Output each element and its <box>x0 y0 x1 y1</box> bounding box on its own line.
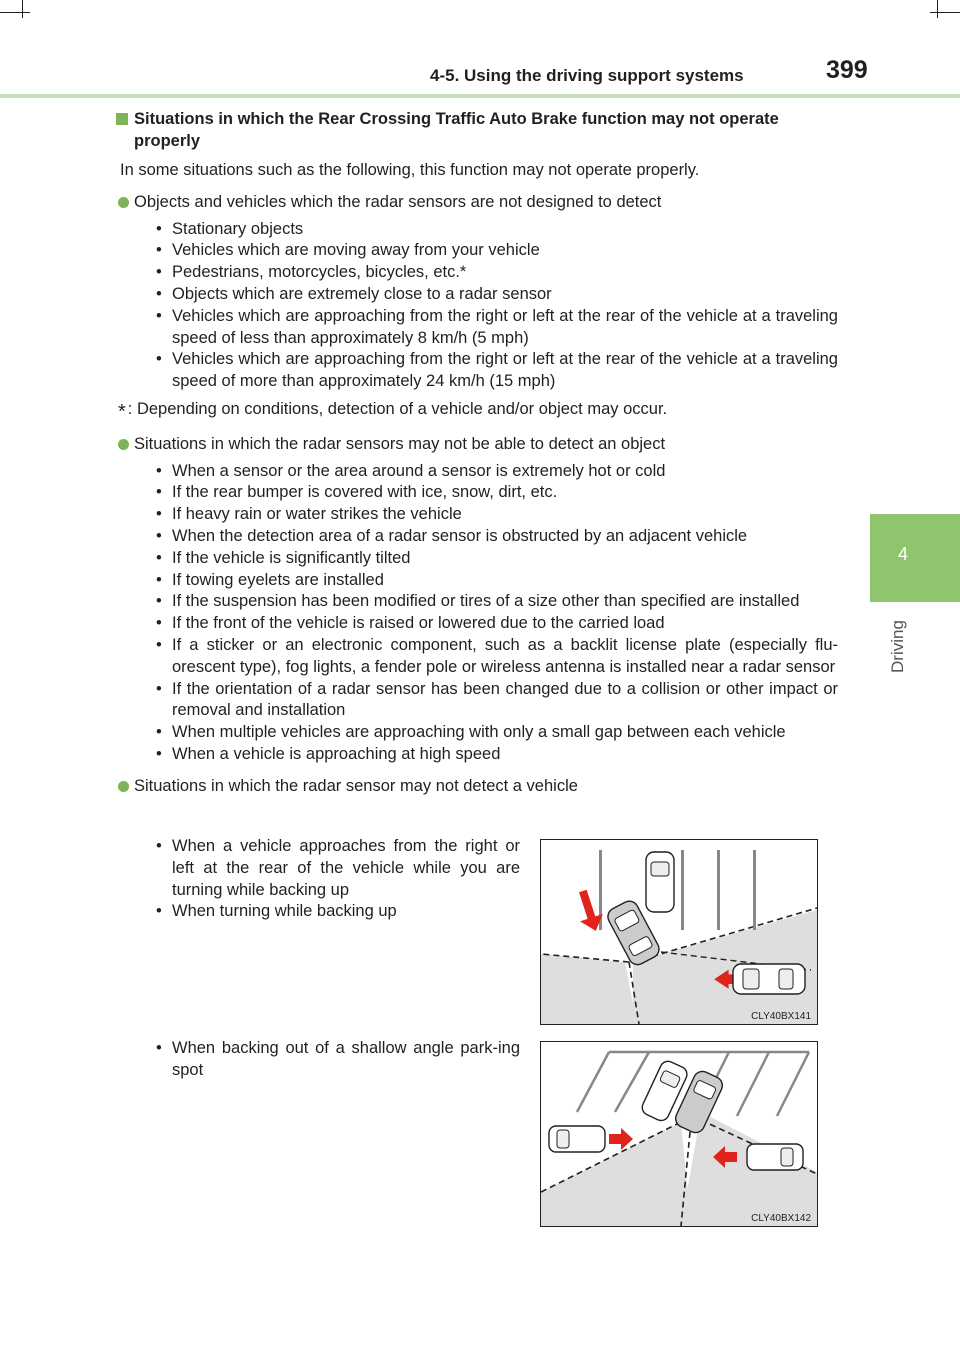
chapter-tab <box>870 514 960 602</box>
parking-line <box>737 1052 769 1116</box>
figure-code: CLY40BX142 <box>751 1213 811 1224</box>
detection-zone <box>541 954 637 1024</box>
turning-backing-illustration <box>540 839 818 1025</box>
list-item: • If a sticker or an electronic component, such as a backlit license plate (especially flu-orescent type), fog lights, a fender pole or wireless antenna is installed near a radar sensor <box>154 635 838 679</box>
list-item: • Pedestrians, motorcycles, bicycles, etc.* <box>154 262 838 284</box>
section-title: 4-5. Using the driving support systems <box>430 66 744 85</box>
main-content <box>112 108 838 798</box>
shallow-angle-parking-illustration <box>540 1041 818 1227</box>
list-item: • If the orientation of a radar sensor has been changed due to a collision or other impact or removal and installation <box>154 679 838 723</box>
chapter-number: 4 <box>897 544 908 564</box>
approaching-car-window <box>743 969 759 989</box>
condition-list <box>112 461 838 766</box>
condition-list <box>112 219 838 393</box>
list-item: • When a vehicle is approaching at high speed <box>154 744 838 766</box>
condition-heading <box>112 434 838 456</box>
illustrated-text <box>154 836 520 923</box>
approaching-car-window <box>557 1130 569 1148</box>
list-item: • Vehicles which are approaching from the right or left at the rear of the vehicle at a traveling speed of more than approximately 24 km/h (15 mph) <box>154 349 838 393</box>
approaching-car-window <box>779 969 793 989</box>
list-item: • When a vehicle approaches from the right or left at the rear of the vehicle while you are turning while backing up <box>154 836 520 901</box>
condition-heading <box>112 192 838 214</box>
crop-mark <box>937 0 938 18</box>
footnote-marker: * <box>118 400 126 423</box>
list-item: • Objects which are extremely close to a radar sensor <box>154 284 838 306</box>
crop-mark <box>0 12 30 13</box>
figure-code: CLY40BX141 <box>751 1011 811 1022</box>
list-item: • Vehicles which are approaching from the right or left at the rear of the vehicle at a traveling speed of less than approximately 8 km/h (5 mph) <box>154 306 838 350</box>
square-bullet-icon <box>116 113 128 125</box>
parked-car <box>646 852 674 912</box>
list-item: • When backing out of a shallow angle park-ing spot <box>154 1038 520 1082</box>
list-item: • If the rear bumper is covered with ice, snow, dirt, etc. <box>154 482 838 504</box>
crop-mark <box>22 0 23 18</box>
crop-mark <box>930 12 960 13</box>
section-heading <box>112 108 838 152</box>
list-item: • If heavy rain or water strikes the vehicle <box>154 504 838 526</box>
parking-line <box>753 850 756 930</box>
section-heading-text: Situations in which the Rear Crossing Traffic Auto Brake function may not operate properly <box>134 110 779 150</box>
circle-bullet-icon <box>118 197 129 208</box>
approach-arrow-icon <box>609 1128 633 1150</box>
chapter-label: Driving <box>888 620 907 673</box>
list-item: • Stationary objects <box>154 219 838 241</box>
footnote-text: : Depending on conditions, detection of a vehicle and/or object may occur. <box>127 399 668 418</box>
parking-diagram <box>541 840 817 1024</box>
list-item: • When turning while backing up <box>154 901 520 923</box>
parking-line <box>717 850 720 930</box>
intro-paragraph: In some situations such as the following, this function may not operate properly. <box>120 161 700 179</box>
condition-title: Objects and vehicles which the radar sensors are not designed to detect <box>134 192 662 211</box>
condition-heading <box>112 776 838 798</box>
list-item: • Vehicles which are moving away from your vehicle <box>154 240 838 262</box>
page-number: 399 <box>826 56 868 84</box>
header-rule <box>0 94 960 98</box>
list-item: • When multiple vehicles are approaching with only a small gap between each vehicle <box>154 722 838 744</box>
circle-bullet-icon <box>118 781 129 792</box>
circle-bullet-icon <box>118 439 129 450</box>
illustrated-text <box>154 1038 520 1082</box>
list-item: • If towing eyelets are installed <box>154 570 838 592</box>
footnote <box>112 399 838 424</box>
list-item: • If the front of the vehicle is raised or lowered due to the carried load <box>154 613 838 635</box>
parking-line <box>577 1052 609 1112</box>
list-item: • When a sensor or the area around a sensor is extremely hot or cold <box>154 461 838 483</box>
condition-title: Situations in which the radar sensors may not be able to detect an object <box>134 434 666 453</box>
chapter-label-wrap <box>880 617 920 687</box>
condition-title: Situations in which the radar sensor may not detect a vehicle <box>134 776 578 795</box>
list-item: • If the suspension has been modified or tires of a size other than specified are installed <box>154 591 838 613</box>
list-item: • If the vehicle is significantly tilted <box>154 548 838 570</box>
parking-line <box>777 1052 809 1116</box>
parking-line <box>681 850 684 930</box>
approaching-car <box>747 1144 803 1170</box>
list-item: • When the detection area of a radar sensor is obstructed by an adjacent vehicle <box>154 526 838 548</box>
angled-parking-diagram <box>541 1042 817 1226</box>
approaching-car-window <box>781 1148 793 1166</box>
parked-car-window <box>651 862 669 876</box>
